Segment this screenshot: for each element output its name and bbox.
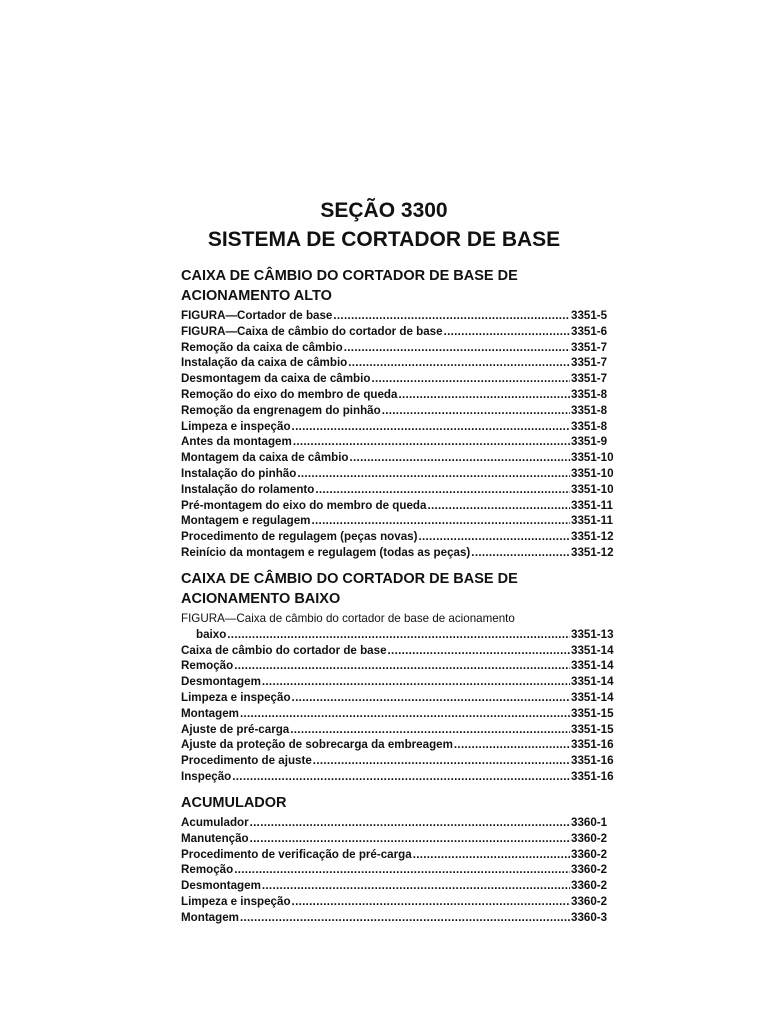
leader-dots bbox=[227, 627, 570, 643]
toc-entry[interactable]: Procedimento de regulagem (peças novas) ..... 3351-12 bbox=[181, 529, 621, 545]
toc-entry[interactable]: Remoção do eixo do membro de queda ..... 3351-8 bbox=[181, 387, 621, 403]
leader-dots bbox=[250, 831, 570, 847]
leader-dots bbox=[262, 674, 570, 690]
leader-dots bbox=[388, 643, 570, 659]
leader-dots bbox=[293, 434, 570, 450]
toc-entry[interactable]: Inspeção ..... 3351-16 bbox=[181, 769, 621, 785]
leader-dots bbox=[454, 737, 570, 753]
toc-entry[interactable]: Limpeza e inspeção ..... 3360-2 bbox=[181, 894, 621, 910]
section-title: SISTEMA DE CORTADOR DE BASE bbox=[207, 228, 561, 251]
leader-dots bbox=[418, 529, 570, 545]
leader-dots bbox=[333, 308, 570, 324]
toc-entry[interactable]: FIGURA—Cortador de base ..... 3351-5 bbox=[181, 308, 621, 324]
toc-entry[interactable]: Reinício da montagem e regulagem (todas as peças) ..... 3351-12 bbox=[181, 545, 621, 561]
toc-entry[interactable]: Procedimento de verificação de pré-carga ..... 3360-2 bbox=[181, 847, 621, 863]
toc-entry[interactable]: Montagem ..... 3360-3 bbox=[181, 910, 621, 926]
toc-entry[interactable]: Instalação do rolamento ..... 3351-10 bbox=[181, 482, 621, 498]
leader-dots bbox=[292, 419, 570, 435]
leader-dots bbox=[240, 706, 570, 722]
toc-section-title: CAIXA DE CÂMBIO DO CORTADOR DE BASE DE ACIONAMENTO ALTO bbox=[181, 268, 518, 304]
leader-dots bbox=[471, 545, 570, 561]
toc-entry[interactable]: Instalação da caixa de câmbio ..... 3351-7 bbox=[181, 355, 621, 371]
leader-dots bbox=[290, 722, 570, 738]
toc-entry[interactable]: Desmontagem da caixa de câmbio ..... 3351-7 bbox=[181, 371, 621, 387]
toc-entry[interactable]: Montagem da caixa de câmbio ..... 3351-10 bbox=[181, 450, 621, 466]
toc-section-title: ACUMULADOR bbox=[181, 795, 287, 811]
toc-entry-wrapped[interactable]: FIGURA—Caixa de câmbio do cortador de base de acionamento baixo ..... 3351-13 bbox=[181, 611, 621, 643]
toc-section-low-drive bbox=[181, 569, 621, 785]
toc-list bbox=[181, 611, 621, 785]
leader-dots bbox=[371, 371, 570, 387]
toc-section-title: CAIXA DE CÂMBIO DO CORTADOR DE BASE DE ACIONAMENTO BAIXO bbox=[181, 571, 518, 607]
leader-dots bbox=[240, 910, 570, 926]
section-number: SEÇÃO 3300 bbox=[320, 199, 448, 222]
leader-dots bbox=[313, 753, 570, 769]
leader-dots bbox=[292, 690, 570, 706]
toc-entry[interactable]: Limpeza e inspeção ..... 3351-8 bbox=[181, 419, 621, 435]
toc-entry[interactable]: Remoção da caixa de câmbio ..... 3351-7 bbox=[181, 340, 621, 356]
leader-dots bbox=[382, 403, 570, 419]
leader-dots bbox=[413, 847, 570, 863]
leader-dots bbox=[348, 355, 570, 371]
toc-entry[interactable]: Remoção ..... 3360-2 bbox=[181, 862, 621, 878]
toc-list bbox=[181, 308, 621, 561]
toc-list bbox=[181, 815, 621, 926]
toc-entry[interactable]: Montagem e regulagem ..... 3351-11 bbox=[181, 513, 621, 529]
toc-entry[interactable]: Limpeza e inspeção ..... 3351-14 bbox=[181, 690, 621, 706]
toc-entry[interactable]: Caixa de câmbio do cortador de base ..... 3351-14 bbox=[181, 643, 621, 659]
toc-entry[interactable]: Remoção da engrenagem do pinhão ..... 3351-8 bbox=[181, 403, 621, 419]
leader-dots bbox=[315, 482, 570, 498]
leader-dots bbox=[250, 815, 570, 831]
leader-dots bbox=[398, 387, 570, 403]
toc-entry[interactable]: Ajuste da proteção de sobrecarga da embreagem ..... 3351-16 bbox=[181, 737, 621, 753]
toc-section-high-drive bbox=[181, 266, 621, 561]
leader-dots bbox=[262, 878, 570, 894]
leader-dots bbox=[350, 450, 570, 466]
leader-dots bbox=[232, 769, 570, 785]
leader-dots bbox=[444, 324, 570, 340]
leader-dots bbox=[427, 498, 570, 514]
toc-entry[interactable]: FIGURA—Caixa de câmbio do cortador de base ..... 3351-6 bbox=[181, 324, 621, 340]
toc-entry[interactable]: Acumulador ..... 3360-1 bbox=[181, 815, 621, 831]
toc-entry[interactable]: Ajuste de pré-carga ..... 3351-15 bbox=[181, 722, 621, 738]
toc-entry[interactable]: Pré-montagem do eixo do membro de queda ..... 3351-11 bbox=[181, 498, 621, 514]
toc-section-accumulator bbox=[181, 793, 621, 926]
toc-entry[interactable]: Desmontagem ..... 3360-2 bbox=[181, 878, 621, 894]
toc-entry[interactable]: Remoção ..... 3351-14 bbox=[181, 658, 621, 674]
toc-entry[interactable]: Desmontagem ..... 3351-14 bbox=[181, 674, 621, 690]
leader-dots bbox=[292, 894, 570, 910]
toc-entry[interactable]: Procedimento de ajuste ..... 3351-16 bbox=[181, 753, 621, 769]
leader-dots bbox=[312, 513, 571, 529]
leader-dots bbox=[344, 340, 570, 356]
leader-dots bbox=[297, 466, 570, 482]
toc-entry[interactable]: Instalação do pinhão ..... 3351-10 bbox=[181, 466, 621, 482]
toc-entry[interactable]: Montagem ..... 3351-15 bbox=[181, 706, 621, 722]
page-heading bbox=[0, 196, 768, 254]
toc-entry[interactable]: Manutenção ..... 3360-2 bbox=[181, 831, 621, 847]
toc-entry[interactable]: Antes da montagem ..... 3351-9 bbox=[181, 434, 621, 450]
leader-dots bbox=[234, 862, 570, 878]
leader-dots bbox=[234, 658, 570, 674]
